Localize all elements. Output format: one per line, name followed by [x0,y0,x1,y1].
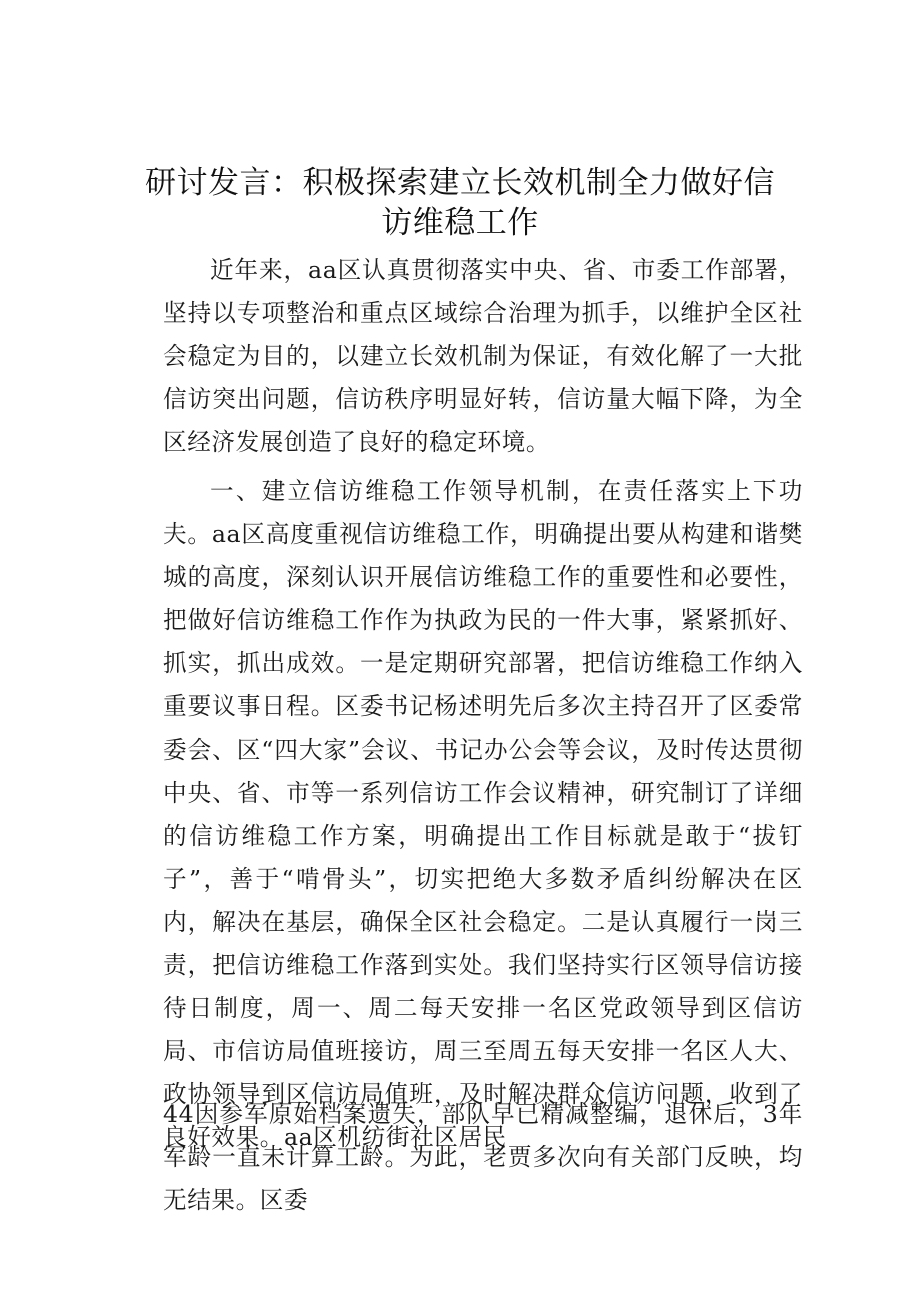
document-title-line-2: 访维稳工作 [381,205,539,241]
intro-paragraph: 近年来，aa区认真贯彻落实中央、省、市委工作部署，坚持以专项整治和重点区域综合治理为抓手，以维护全区社会稳定为目的，以建立长效机制为保证，有效化解了一大批信访突出问题，信访秩序明显好转，信访量大幅下降，为全区经济发展创造了良好的稳定环境。 [163,256,803,457]
continuation-paragraph: 44因参军原始档案遗失，部队早已精减整编，退休后，3年军龄一直未计算工龄。为此，老贾多次向有关部门反映，均无结果。区委 [163,1100,803,1215]
document-title-line-1: 研讨发言：积极探索建立长效机制全力做好信 [145,165,775,201]
section-1-paragraph: 一、建立信访维稳工作领导机制，在责任落实上下功夫。aa区高度重视信访维稳工作，明确提出要从构建和谐樊城的高度，深刻认识开展信访维稳工作的重要性和必要性，把做好信访维稳工作作为执政为民的一件大事，紧紧抓好、抓实，抓出成效。一是定期研究部署，把信访维稳工作纳入重要议事日程。区委书记杨述明先后多次主持召开了区委常委会、区“四大家”会议、书记办公会等会议，及时传达贯彻中央、省、市等一系列信访工作会议精神，研究制订了详细的信访维稳工作方案，明确提出工作目标就是敢于“拔钉子”，善于“啃骨头”，切实把绝大多数矛盾纠纷解决在区内，解决在基层，确保全区社会稳定。二是认真履行一岗三责，把信访维稳工作落到实处。我们坚持实行区领导信访接待日制度，周一、周二每天安排一名区党政领导到区信访局、市信访局值班接访，周三至周五每天安排一名区人大、政协领导到区信访局值班，及时解决群众信访问题，收到了良好效果。aa区机纺街社区居民 [163,477,803,1152]
